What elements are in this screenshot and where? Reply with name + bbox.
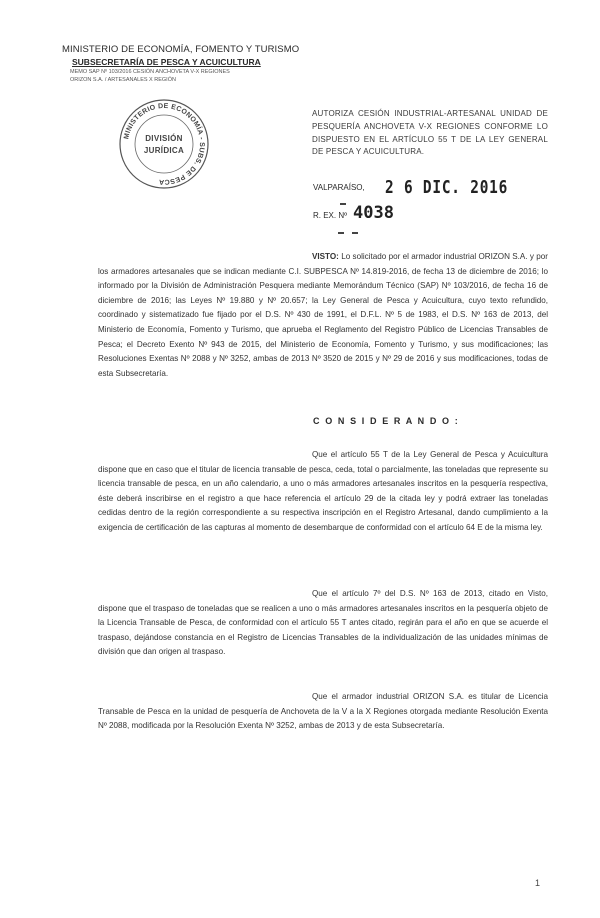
reference-line-1: MEMO SAP Nº 103/2016 CESIÓN ANCHOVETA V-X REGIONES [70, 69, 230, 75]
considerando-paragraph-1 [98, 448, 548, 536]
ministry-name: MINISTERIO DE ECONOMÍA, FOMENTO Y TURISMO [62, 44, 300, 55]
visto-text: Lo solicitado por el armador industrial ORIZON S.A. y por los armadores artesanales que se indican mediante C.I. SUBPESCA Nº 14.819-2016, de fecha 13 de diciembre de 2016; lo informado por la División de Administración Pesquera mediante Memorándum Técnico (SAP) Nº 103/2016, de fecha 16 de diciembre de 2016; las Leyes Nº 19.880 y Nº 20.657; la Ley General de Pesca y Acuicultura, cuyo texto refundido, coordinado y sistematizado fue fijado por el D.S. Nº 430 de 1991, el D.F.L. Nº 5 de 1983, el D.S. Nº 163 de 2013, del Ministerio de Economía, Fomento y Turismo, que aprueba el Reglamento del Registro Público de Licencias Transables de Pesca; el Decreto Exento Nº 943 de 2015, del Ministerio de Economía, Fomento y Turismo, y sus modificaciones; las Resoluciones Exentas Nº 2088 y Nº 3252, ambas de 2013 Nº 3520 de 2015 y Nº 29 de 2016 y sus modificaciones, todas de esta Subsecretaría. [98, 252, 548, 378]
resolution-number: 4038 [353, 203, 394, 223]
stamp-line-1: DIVISIÓN [145, 134, 183, 143]
mark-dash [338, 232, 344, 234]
date-stamp: 2 6 DIC. 2016 [385, 177, 509, 198]
stamp-outer-text: MINISTERIO DE ECONOMÍA - SUBS. DE PESCA [123, 102, 206, 186]
mark-dash [340, 203, 346, 205]
visto-section [98, 250, 548, 381]
mark-dash [352, 232, 358, 234]
stamp-line-2: JURÍDICA [143, 146, 185, 155]
paragraph-text: Que el armador industrial ORIZON S.A. es titular de Licencia Transable de Pesca en la unidad de pesquería de Anchoveta de la V a la X Regiones otorgada mediante Resolución Exenta Nº 2088, modificada por la Resolución Exenta Nº 3252, ambas de 2013 y de esta Subsecretaría. [98, 692, 548, 731]
division-juridica-stamp [118, 98, 210, 190]
subsecretaria-name: SUBSECRETARÍA DE PESCA Y ACUICULTURA [72, 57, 261, 67]
considerando-title: C O N S I D E R A N D O : [313, 416, 460, 426]
reference-line-2: ORIZON S.A. / ARTESANALES X REGIÓN [70, 77, 176, 83]
considerando-paragraph-2 [98, 587, 548, 660]
date-label: VALPARAÍSO, [313, 183, 365, 192]
page-number: 1 [535, 878, 541, 888]
visto-label: VISTO: [312, 252, 339, 261]
paragraph-text: Que el artículo 55 T de la Ley General de Pesca y Acuicultura dispone que en caso que el titular de licencia transable de pesca, ceda, total o parcialmente, las toneladas que represente su licencia transable de pesca, en un año calendario, a uno o más armadores artesanales inscritos en la pesquería respectiva, éste deberá inscribirse en el registro a que hace referencia el artículo 29 de la citada ley y podrá extraer las toneladas cedidas dentro de la región correspondiente a su respectiva inscripción en el Registro Artesanal, dando cumplimiento a la exigencia de certificación de las capturas al momento de desembarque de conformidad con el artículo 64 E de la misma ley. [98, 450, 548, 532]
paragraph-text: Que el artículo 7º del D.S. Nº 163 de 2013, citado en Visto, dispone que el traspaso de toneladas que se realicen a uno o más armadores artesanales inscritos en la pesquería objeto de la Licencia Transable de Pesca, de conformidad con el artículo 55 T antes citado, regirán para el año en que se acuerde el traspaso, dejándose constancia en el Registro de Licencias Transables de la individualización de las unidades mínimas de división que dan origen al traspaso. [98, 589, 548, 657]
resolution-number-label: R. EX. Nº [313, 211, 348, 220]
considerando-paragraph-3 [98, 690, 548, 734]
letterhead [62, 44, 322, 84]
resolution-subject: AUTORIZA CESIÓN INDUSTRIAL-ARTESANAL UNIDAD DE PESQUERÍA ANCHOVETA V-X REGIONES CONFORME LO DISPUESTO EN EL ARTÍCULO 55 T DE LA LEY GENERAL DE PESCA Y ACUICULTURA. [312, 109, 548, 157]
